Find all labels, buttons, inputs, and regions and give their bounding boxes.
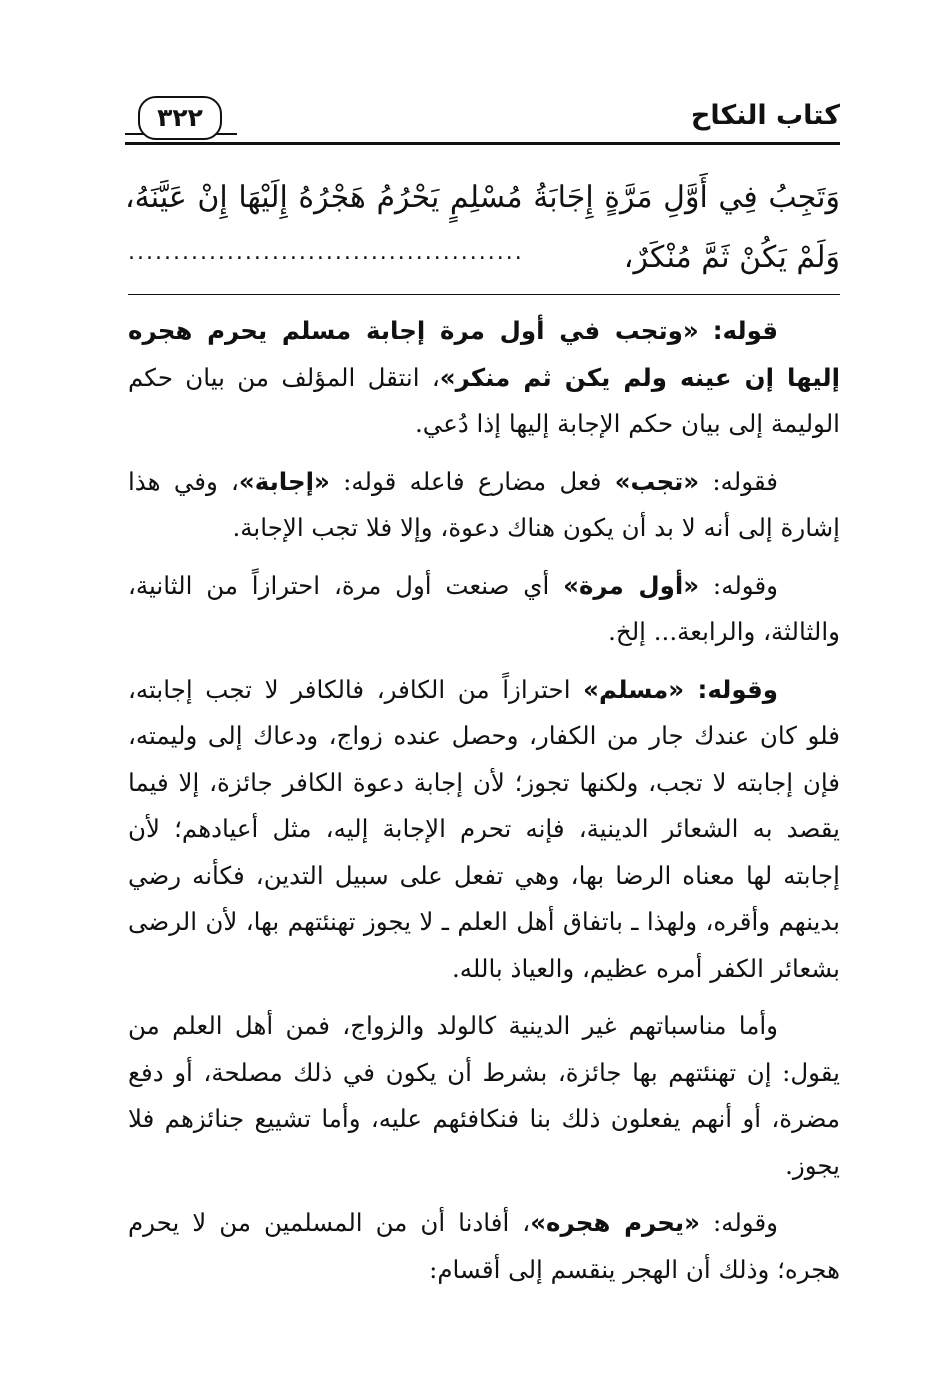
- paragraph-text: وقوله:: [699, 1208, 779, 1237]
- paragraph-text: أي صنعت أول مرة، احترازاً من الثانية، والثالثة، والرابعة... إلخ.: [128, 570, 840, 646]
- chapter-title: كتاب النكاح: [690, 100, 840, 131]
- paragraph-3: [128, 563, 840, 656]
- quoted-term: «مسلم»: [583, 674, 698, 704]
- page-number: ٣٢٢: [138, 96, 222, 140]
- lead-word: قوله:: [712, 316, 778, 345]
- paragraph-text: وأما مناسباتهم غير الدينية كالولد والزواج، فمن أهل العلم من يقول: إن تهنئتهم بها جائزة، بشرط أن يكون في ذلك مصلحة، أو دفع مضرة، أو أنهم يفعلون ذلك بنا فنكافئهم عليه، وأما تشييع جنائزهم فلا يجوز.: [128, 1011, 840, 1180]
- paragraph-5: [128, 1003, 840, 1189]
- commentary-body: [128, 308, 840, 1304]
- paragraph-text: احترازاً من الكافر، فالكافر لا تجب إجابته، فلو كان عندك جار من الكفار، وحصل عنده زواج، ودعاك إلى وليمته، فإن إجابته لا تجب، ولكنها تجوز؛ لأن إجابة دعوة الكافر جائزة، إلا فيما يقصد به الشعائر الدينية، فإنه تحرم الإجابة إليه، مثل أعيادهم؛ لأن إجابته لها معناه الرضا بها، وهي تفعل على سبيل التدين، فكأنه رضي بدينهم وأقره، ولهذا ـ باتفاق أهل العلم ـ لا يجوز تهنئتهم بها، لأن الرضى بشعائر الكفر أمره عظيم، والعياذ بالله.: [128, 674, 840, 983]
- section-divider: [128, 294, 840, 295]
- paragraph-text: فعل مضارع فاعله قوله:: [329, 466, 615, 496]
- paragraph-6: [128, 1200, 840, 1293]
- paragraph-2: [128, 459, 840, 552]
- quoted-term: «يحرم هجره»: [530, 1208, 700, 1237]
- paragraph-1: [128, 308, 840, 448]
- quoted-term: «إجابة»: [238, 466, 330, 496]
- paragraph-text: ، انتقل المؤلف من بيان حكم الوليمة إلى بيان حكم الإجابة إليها إذا دُعي.: [128, 362, 840, 438]
- quoted-matn: «وتجب في أول مرة إجابة مسلم يحرم هجره إليها إن عينه ولم يكن ثم منكر»: [128, 316, 841, 392]
- header-rule: [125, 142, 840, 145]
- dotted-leader: ............................................: [128, 240, 524, 265]
- paragraph-4: [128, 667, 840, 993]
- paragraph-text: فقوله:: [699, 466, 778, 496]
- page-header: [125, 88, 840, 158]
- paragraph-text: ، وفي هذا إشارة إلى أنه لا بد أن يكون هناك دعوة، وإلا فلا تجب الإجابة.: [128, 466, 840, 542]
- lead-word: وقوله:: [697, 674, 779, 704]
- quoted-term: «تجب»: [614, 466, 700, 496]
- paragraph-text: ، أفادنا أن من المسلمين من لا يحرم هجره؛ وذلك أن الهجر ينقسم إلى أقسام:: [128, 1208, 840, 1284]
- matn-line-1: وَتَجِبُ فِي أَوَّلِ مَرَّةٍ إِجَابَةُ مُسْلِمٍ يَحْرُمُ هَجْرُهُ إِلَيْهَا إِنْ عَيَّنَهُ،: [125, 180, 840, 215]
- quoted-term: «أول مرة»: [563, 570, 700, 600]
- paragraph-text: وقوله:: [699, 570, 778, 600]
- matn-line-2: وَلَمْ يَكُنْ ثَمَّ مُنْكَرٌ،: [623, 240, 840, 275]
